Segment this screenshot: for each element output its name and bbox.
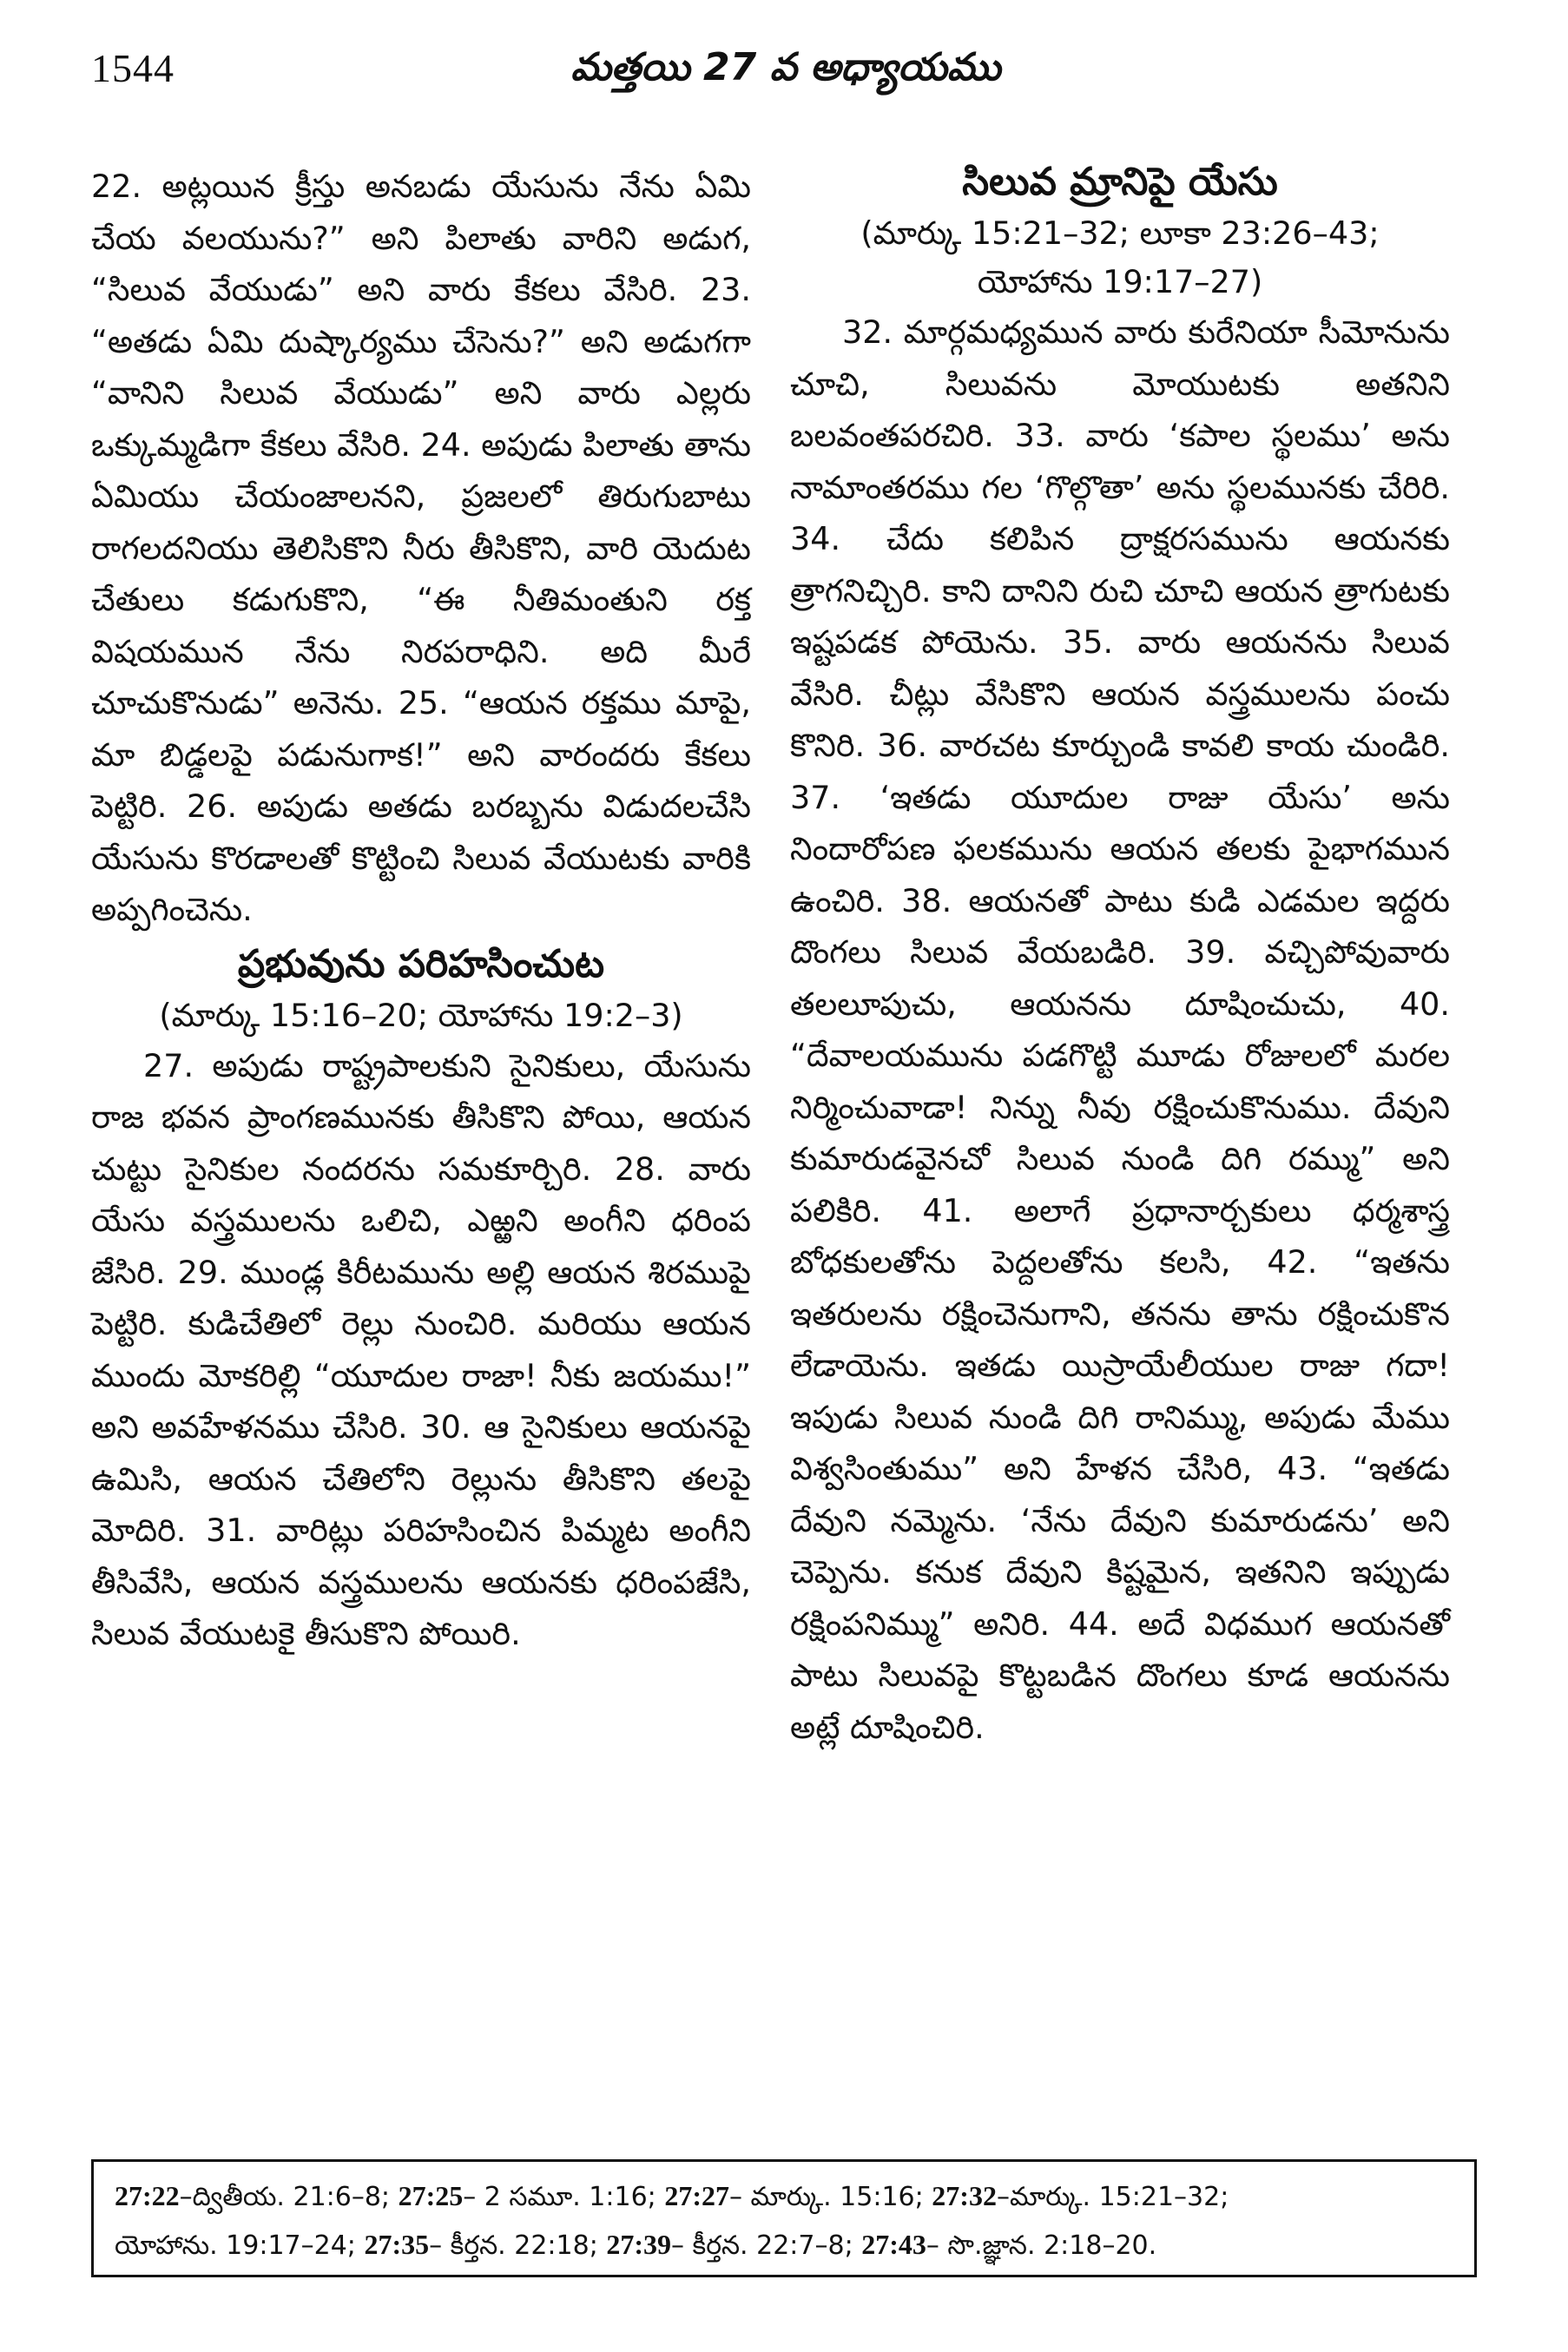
verses-32-44: 32. మార్గమధ్యమున వారు కురేనియా సీమోనును చూచి, సిలువను మోయుటకు అతనిని బలవంతపరచిరి. 33. వారు ‘కపాల స్థలము’ అను నామాంతరము గల ‘గొల్గొతా’ అను స్థలమునకు చేరిరి. 34. చేదు కలిపిన ద్రాక్షరసమును ఆయనకు త్రాగనిచ్చిరి. కాని దానిని రుచి చూచి ఆయన త్రాగుటకు ఇష్టపడక పోయెను. 35. వారు ఆయనను సిలువ వేసిరి. చీట్లు వేసికొని ఆయన వస్త్రములను పంచు కొనిరి. 36. వారచట కూర్చుండి కావలి కాయ చుండిరి. 37. ‘ఇతడు యూదుల రాజు యేసు’ అను నిందారోపణ ఫలకమును ఆయన తలకు పైభాగమున ఉంచిరి. 38. ఆయనతో పాటు కుడి ఎడమల ఇద్దరు దొంగలు సిలువ వేయబడిరి. 39. వచ్చిపోవువారు తలలూపుచు, ఆయనను దూషించుచు, 40. “దేవాలయమును పడగొట్టి మూడు రోజులలో మరల నిర్మించువాడా! నిన్ను నీవు రక్షించుకొనుము. దేవుని కుమారుడవైనచో సిలువ నుండి దిగి రమ్ము” అని పలికిరి. 41. అలాగే ప్రధానార్చకులు ధర్మశాస్త్ర బోధకులతోను పెద్దలతోను కలసి, 42. “ఇతను ఇతరులను రక్షించెనుగాని, తనను తాను రక్షించుకొన లేడాయెను. ఇతడు యిస్రాయేలీయుల రాజు గదా! ఇపుడు సిలువ నుండి దిగి రానిమ్ము, అపుడు మేము విశ్వసింతుము” అని హేళన చేసిరి, 43. “ఇతడు దేవుని నమ్మెను. ‘నేను దేవుని కుమారుడను’ అని చెప్పెను. కనుక దేవుని కిష్టమైన, ఇతనిని ఇప్పుడు రక్షింపనిమ్ము” అనిరి. 44. అదే విధముగ ఆయనతో పాటు సిలువపై కొట్టబడిన దొంగలు కూడ ఆయనను అట్లే దూషించిరి. [790, 313, 1450, 1746]
section-cross-references: (మార్కు 15:16–20; యోహాను 19:2–3) [159, 996, 683, 1034]
footnote-text: – 2 సమూ. 1:16; [463, 2182, 665, 2212]
page-number: 1544 [91, 46, 175, 90]
footnote-text: –మార్కు. 15:21–32; [996, 2182, 1229, 2212]
section-cross-references-2: యోహాను 19:17–27) [977, 263, 1263, 300]
verses-27-31: 27. అపుడు రాష్ట్రపాలకుని సైనికులు, యేసును రాజ భవన ప్రాంగణమునకు తీసికొని పోయి, ఆయన చుట్టు సైనికుల నందరను సమకూర్చిరి. 28. వారు యేసు వస్త్రములను ఒలిచి, ఎఱ్ఱని అంగీని ధరింప జేసిరి. 29. ముండ్ల కిరీటమును అల్లి ఆయన శిరముపై పెట్టిరి. కుడిచేతిలో రెల్లు నుంచిరి. మరియు ఆయన ముందు మోకరిల్లి “యూదుల రాజా! నీకు జయము!” అని అవహేళనము చేసిరి. 30. ఆ సైనికులు ఆయనపై ఉమిసి, ఆయన చేతిలోని రెల్లును తీసికొని తలపై మోదిరి. 31. వారిట్లు పరిహసించిన పిమ్మట అంగీని తీసివేసి, ఆయన వస్త్రములను ఆయనకు ధరింపజేసి, సిలువ వేయుటకై తీసుకొని పోయిరి. [91, 1046, 751, 1652]
footnote-text: – కీర్తన. 22:18; [429, 2230, 607, 2261]
footnote-ref: 27:39 [606, 2229, 671, 2260]
footnote-box [91, 2159, 1477, 2277]
footnote-ref: 27:32 [932, 2180, 997, 2211]
footnote-line-2 [115, 2221, 1453, 2270]
footnote-text: యోహాను. 19:17–24; [115, 2230, 365, 2261]
footnote-line-1 [115, 2172, 1453, 2221]
footnote-text: – సొ.జ్ఞాన. 2:18–20. [926, 2230, 1157, 2261]
running-title: మత్తయి 27 వ అధ్యాయము [570, 45, 1001, 89]
footnote-text: – కీర్తన. 22:7–8; [671, 2230, 862, 2261]
section-heading-crucifixion: సిలువ మ్రానిపై యేసు [962, 160, 1278, 204]
footnote-ref: 27:25 [398, 2180, 464, 2211]
page-header [91, 45, 1480, 115]
left-column [91, 161, 751, 1660]
footnote-text: –ద్వితీయ. 21:6–8; [179, 2182, 399, 2212]
section-cross-references-1: (మార్కు 15:21–32; లూకా 23:26–43; [860, 214, 1380, 252]
footnote-ref: 27:43 [861, 2229, 926, 2260]
footnote-ref: 27:27 [664, 2180, 729, 2211]
footnote-text: – మార్కు. 15:16; [728, 2182, 932, 2212]
section-heading-mocking: ప్రభువును పరిహసించుట [237, 941, 605, 986]
footnote-ref: 27:22 [115, 2180, 180, 2211]
verses-22-26: 22. అట్లయిన క్రీస్తు అనబడు యేసును నేను ఏమి చేయ వలయును?” అని పిలాతు వారిని అడుగ, “సిలువ వేయుడు” అని వారు కేకలు వేసిరి. 23. “అతడు ఏమి దుష్కార్యము చేసెను?” అని అడుగగా “వానిని సిలువ వేయుడు” అని వారు ఎల్లరు ఒక్కుమ్మడిగా కేకలు వేసిరి. 24. అపుడు పిలాతు తాను ఏమియు చేయంజాలనని, ప్రజలలో తిరుగుబాటు రాగలదనియు తెలిసికొని నీరు తీసికొని, వారి యెదుట చేతులు కడుగుకొని, “ఈ నీతిమంతుని రక్త విషయమున నేను నిరపరాధిని. అది మీరే చూచుకొనుడు” అనెను. 25. “ఆయన రక్తము మాపై, మా బిడ్డలపై పడునుగాక!” అని వారందరు కేకలు పెట్టిరి. 26. అపుడు అతడు బరబ్బను విడుదలచేసి యేసును కొరడాలతో కొట్టించి సిలువ వేయుటకు వారికి అప్పగించెను. [91, 168, 751, 928]
right-column [790, 161, 1450, 1753]
footnote-ref: 27:35 [364, 2229, 430, 2260]
